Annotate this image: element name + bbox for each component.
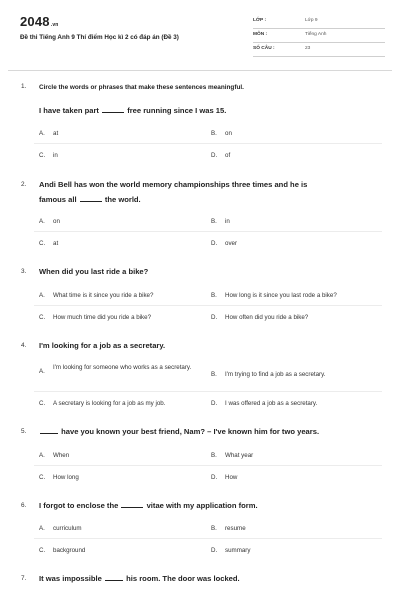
meta-value: Tiếng Anh bbox=[305, 32, 327, 37]
question-text: I'm looking for a job as a secretary. bbox=[39, 341, 166, 350]
question-number: 5. bbox=[21, 428, 27, 435]
option-divider bbox=[34, 465, 382, 466]
option-d[interactable]: D. summary bbox=[211, 547, 251, 554]
question-text: I have taken part free running since I was 15. bbox=[39, 106, 227, 115]
meta-key: LỚP : bbox=[253, 18, 267, 23]
option-divider bbox=[34, 391, 382, 392]
question-text: have you known your best friend, Nam? – I've known him for two years. bbox=[39, 424, 379, 439]
option-d[interactable]: D. How often did you ride a bike? bbox=[211, 314, 309, 321]
question-text: When did you last ride a bike? bbox=[39, 267, 149, 276]
question-text: I forgot to enclose the vitae with my application form. bbox=[39, 501, 258, 510]
option-c[interactable]: C. in bbox=[39, 152, 58, 159]
meta-row-subject bbox=[253, 29, 385, 43]
option-d[interactable]: D. How bbox=[211, 474, 238, 481]
question-instruction: Circle the words or phrases that make these sentences meaningful. bbox=[39, 84, 244, 91]
option-a[interactable]: A. What time is it since you ride a bike? bbox=[39, 292, 154, 299]
option-d[interactable]: D. over bbox=[211, 240, 238, 247]
meta-key: MÔN : bbox=[253, 32, 268, 37]
meta-value: Lớp 9 bbox=[305, 18, 318, 23]
option-divider bbox=[34, 231, 382, 232]
option-d[interactable]: D. of bbox=[211, 152, 231, 159]
option-d[interactable]: D. I was offered a job as a secretary. bbox=[211, 400, 318, 407]
option-b[interactable]: B. How long is it since you last rode a bike? bbox=[211, 292, 337, 299]
option-divider bbox=[34, 305, 382, 306]
option-divider bbox=[34, 143, 382, 144]
question-number: 6. bbox=[21, 502, 27, 509]
option-c[interactable]: C. A secretary is looking for a job as my job. bbox=[39, 400, 166, 407]
option-c[interactable]: C. background bbox=[39, 547, 86, 554]
meta-key: SỐ CÂU : bbox=[253, 46, 275, 51]
option-a[interactable]: A. on bbox=[39, 218, 60, 225]
option-b[interactable]: B. I'm trying to find a job as a secretary. bbox=[211, 371, 326, 378]
meta-row-class bbox=[253, 15, 385, 29]
question-number: 4. bbox=[21, 342, 27, 349]
option-c[interactable]: C. How much time did you ride a bike? bbox=[39, 314, 152, 321]
meta-table bbox=[253, 15, 385, 57]
question-number: 3. bbox=[21, 268, 27, 275]
question-text: It was impossible his room. The door was locked. bbox=[39, 574, 240, 583]
meta-value: 23 bbox=[305, 46, 311, 51]
option-a[interactable]: A. When bbox=[39, 452, 70, 459]
option-b[interactable]: B. in bbox=[211, 218, 230, 225]
option-divider bbox=[34, 538, 382, 539]
site-logo[interactable]: 2048.vn bbox=[20, 14, 59, 29]
option-b[interactable]: B. on bbox=[211, 130, 232, 137]
option-b[interactable]: B. What year bbox=[211, 452, 254, 459]
option-a[interactable]: A. curriculum bbox=[39, 525, 82, 532]
question-number: 2. bbox=[21, 181, 27, 188]
option-b[interactable]: B. resume bbox=[211, 525, 246, 532]
question-number: 7. bbox=[21, 575, 27, 582]
option-c[interactable]: C. How long bbox=[39, 474, 79, 481]
header-divider bbox=[8, 70, 392, 71]
question-number: 1. bbox=[21, 83, 27, 90]
document-header bbox=[20, 12, 382, 64]
option-c[interactable]: C. at bbox=[39, 240, 59, 247]
question-text: Andi Bell has won the world memory championships three times and he is famous all the world. bbox=[39, 180, 308, 204]
option-a[interactable]: A.I'm looking for someone who works as a secretary. bbox=[39, 364, 192, 375]
document-title: Đề thi Tiếng Anh 9 Thí điểm Học kì 2 có đáp án (Đề 3) bbox=[20, 34, 179, 41]
meta-row-count bbox=[253, 43, 385, 57]
option-a[interactable]: A. at bbox=[39, 130, 59, 137]
